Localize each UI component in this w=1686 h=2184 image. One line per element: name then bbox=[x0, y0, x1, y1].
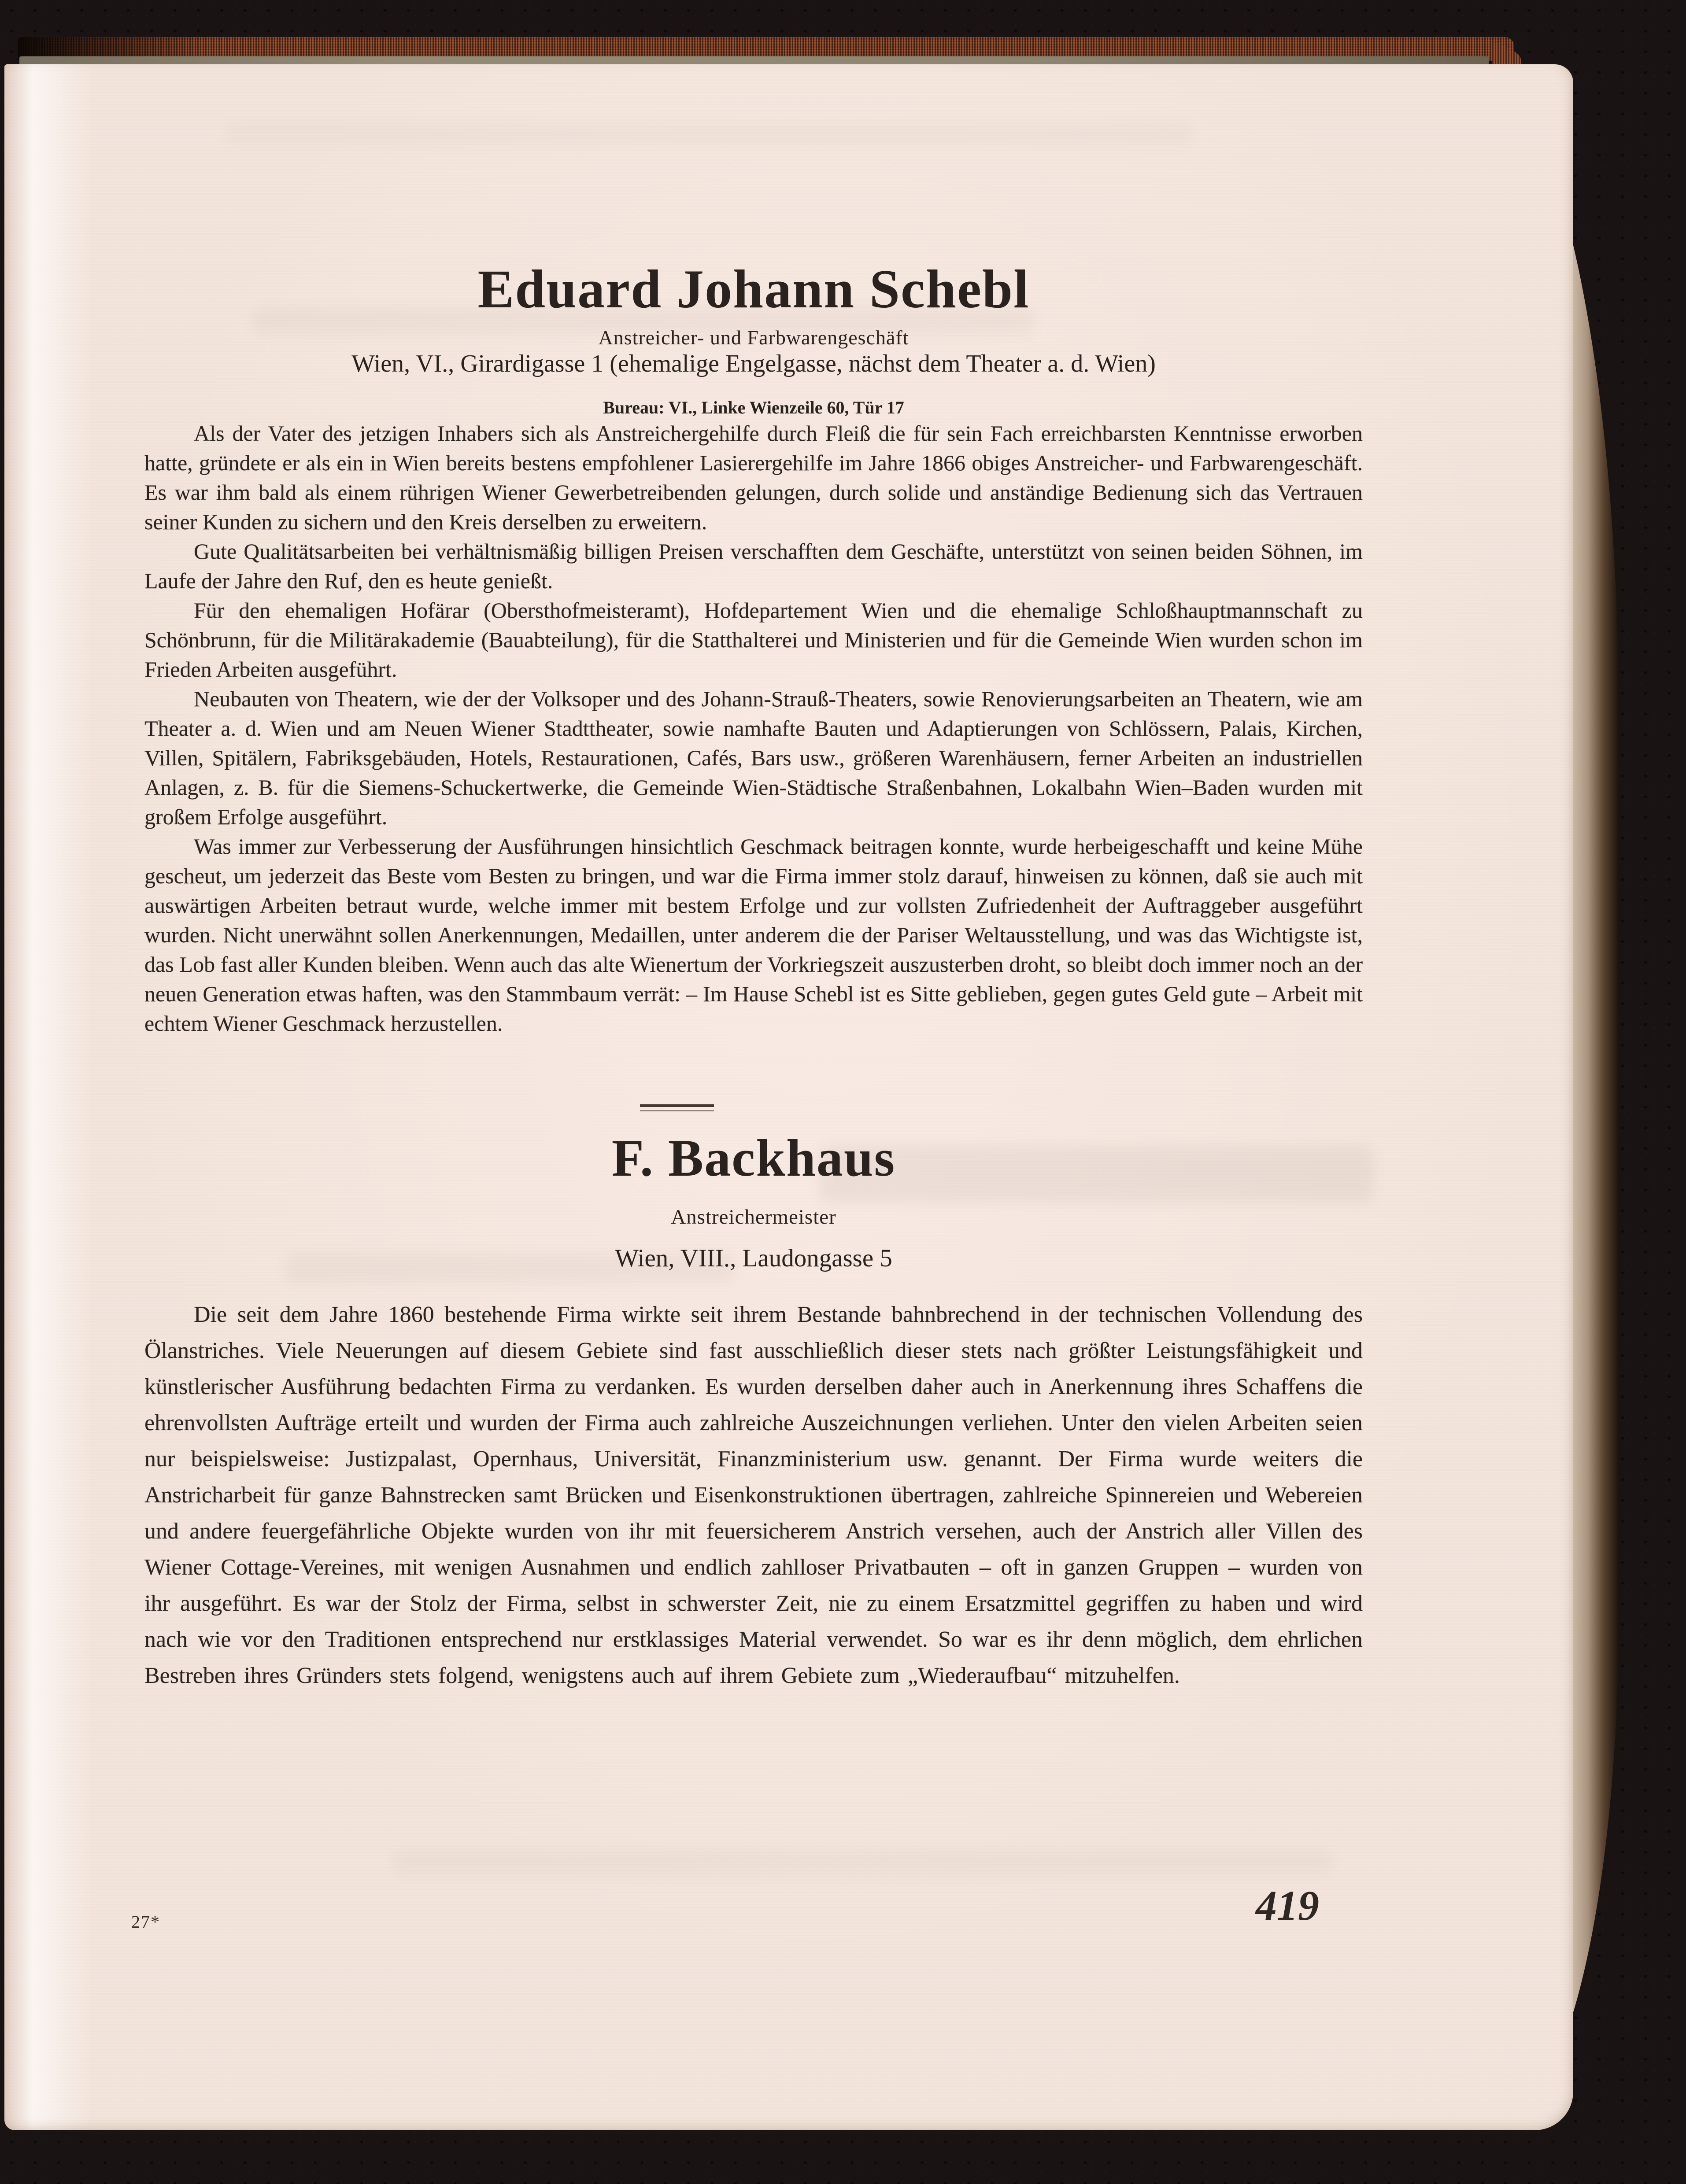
entry-subtitle-backhaus: Anstreichermeister bbox=[671, 1206, 836, 1228]
paragraph: Was immer zur Verbesserung der Ausführungen hinsichtlich Geschmack beitragen konnte, wurde herbeigeschafft und keine Mühe gescheut, um jederzeit das Beste vom Besten zu bringen, und war die Firma immer stolz darauf, hinweisen zu können, daß sie auch mit auswärtigen Arbeiten betraut wurde, welche immer mit bestem Erfolge und zur vollsten Zufriedenheit der Auftraggeber ausgeführt wurden. Nicht unerwähnt sollen Anerkennungen, Medaillen, unter anderem die der Pariser Weltausstellung, und was das Wichtigste ist, das Lob fast aller Kunden bleiben. Wenn auch das alte Wienertum der Vorkriegszeit auszusterben droht, so bleibt doch immer noch an der neuen Generation etwas haften, was den Stammbaum verrät: – Im Hause Schebl ist es Sitte geblieben, gegen gutes Geld gute – Arbeit mit echtem Wiener Geschmack herzustellen. bbox=[144, 834, 1363, 1036]
section-divider-rule bbox=[640, 1104, 714, 1107]
entry-title-backhaus: F. Backhaus bbox=[611, 1129, 896, 1187]
paragraph: Gute Qualitätsarbeiten bei verhältnismäßig billigen Preisen verschafften dem Geschäfte, unterstützt von seinen beiden Söhnen, im Laufe der Jahre den Ruf, den es heute genießt. bbox=[144, 539, 1363, 593]
paragraph: Als der Vater des jetzigen Inhabers sich als Anstreichergehilfe durch Fleiß die für sein Fach erreichbarsten Kenntnisse erworben hatte, gründete er als ein in Wien bereits bestens empfohlener Lasierergehilfe im Jahre 1866 obiges Anstreicher- und Farbwarengeschäft. Es war ihm bald als einem rührigen Wiener Gewerbetreibenden gelungen, durch solide und anständige Bedienung sich das Vertrauen seiner Kunden zu sichern und den Kreis derselben zu erweitern. bbox=[144, 421, 1363, 534]
paragraph: Neubauten von Theatern, wie der der Volksoper und des Johann-Strauß-Theaters, sowie Renovierungsarbeiten an Theatern, wie am Theater a. d. Wien und am Neuen Wiener Stadttheater, sowie namhafte Bauten und Adaptierungen von Schlössern, Palais, Kirchen, Villen, Spitälern, Fabriksgebäuden, Hotels, Restaurationen, Cafés, Bars usw., größeren Warenhäusern, ferner Arbeiten an industriellen Anlagen, z. B. für die Siemens-Schuckertwerke, die Gemeinde Wien-Städtische Straßenbahnen, Lokalbahn Wien–Baden wurden mit großem Erfolge ausgeführt. bbox=[144, 686, 1363, 829]
paragraph: Für den ehemaligen Hofärar (Obersthofmeisteramt), Hofdepartement Wien und die ehemalige Schloßhauptmannschaft zu Schönbrunn, für die Militärakademie (Bauabteilung), für die Statthalterei und Ministerien und für die Gemeinde Wien wurden schon im Frieden Arbeiten ausgeführt. bbox=[144, 598, 1363, 682]
page-number: 419 bbox=[1256, 1882, 1319, 1929]
paragraph: Die seit dem Jahre 1860 bestehende Firma wirkte seit ihrem Bestande bahnbrechend in der technischen Vollendung des Ölanstriches. Viele Neuerungen auf diesem Gebiete sind fast ausschließlich dieser stets nach größter Leistungsfähigkeit und künstlerischer Ausführung bedachten Firma zu verdanken. Es wurden derselben daher auch in Anerkennung ihres Schaffens die ehrenvollsten Aufträge erteilt und wurden der Firma auch zahlreiche Auszeichnungen verliehen. Unter den vielen Arbeiten seien nur beispielsweise: Justizpalast, Opernhaus, Universität, Finanzministerium usw. genannt. Der Firma wurde weiters die Anstricharbeit für ganze Bahnstrecken samt Brücken und Eisenkonstruktionen übertragen, zahlreiche Spinnereien und Webereien und andere feuergefährliche Objekte wurden von ihr mit feuersicherem Anstrich versehen, auch der Anstrich aller Villen des Wiener Cottage-Vereines, mit wenigen Ausnahmen und endlich zahlloser Privatbauten – oft in ganzen Gruppen – wurden von ihr ausgeführt. Es war der Stolz der Firma, selbst in schwerster Zeit, nie zu einem Ersatzmittel gegriffen zu haben und wird nach wie vor den Traditionen entsprechend nur erstklassiges Material verwendet. So war es ihr denn möglich, dem ehrlichen Bestreben ihres Gründers stets folgend, wenigstens auch auf ihrem Gebiete zum „Wiederaufbau“ mitzuhelfen. bbox=[144, 1302, 1363, 1688]
book-page bbox=[4, 64, 1573, 2130]
entry-address-backhaus: Wien, VIII., Laudongasse 5 bbox=[615, 1244, 892, 1272]
bleed-through-smudge bbox=[392, 1850, 1335, 1875]
entry-body-backhaus bbox=[144, 1297, 1363, 1694]
entry-address-schebl: Wien, VI., Girardigasse 1 (ehemalige Engelgasse, nächst dem Theater a. d. Wien) bbox=[351, 350, 1156, 377]
bleed-through-smudge bbox=[225, 124, 1194, 145]
entry-body-schebl bbox=[144, 419, 1363, 1038]
signature-mark: 27* bbox=[131, 1912, 160, 1932]
entry-title-schebl: Eduard Johann Schebl bbox=[477, 259, 1030, 319]
entry-subtitle-schebl: Anstreicher- und Farbwarengeschäft bbox=[598, 326, 909, 349]
entry-bureau-line: Bureau: VI., Linke Wienzeile 60, Tür 17 bbox=[603, 398, 904, 417]
